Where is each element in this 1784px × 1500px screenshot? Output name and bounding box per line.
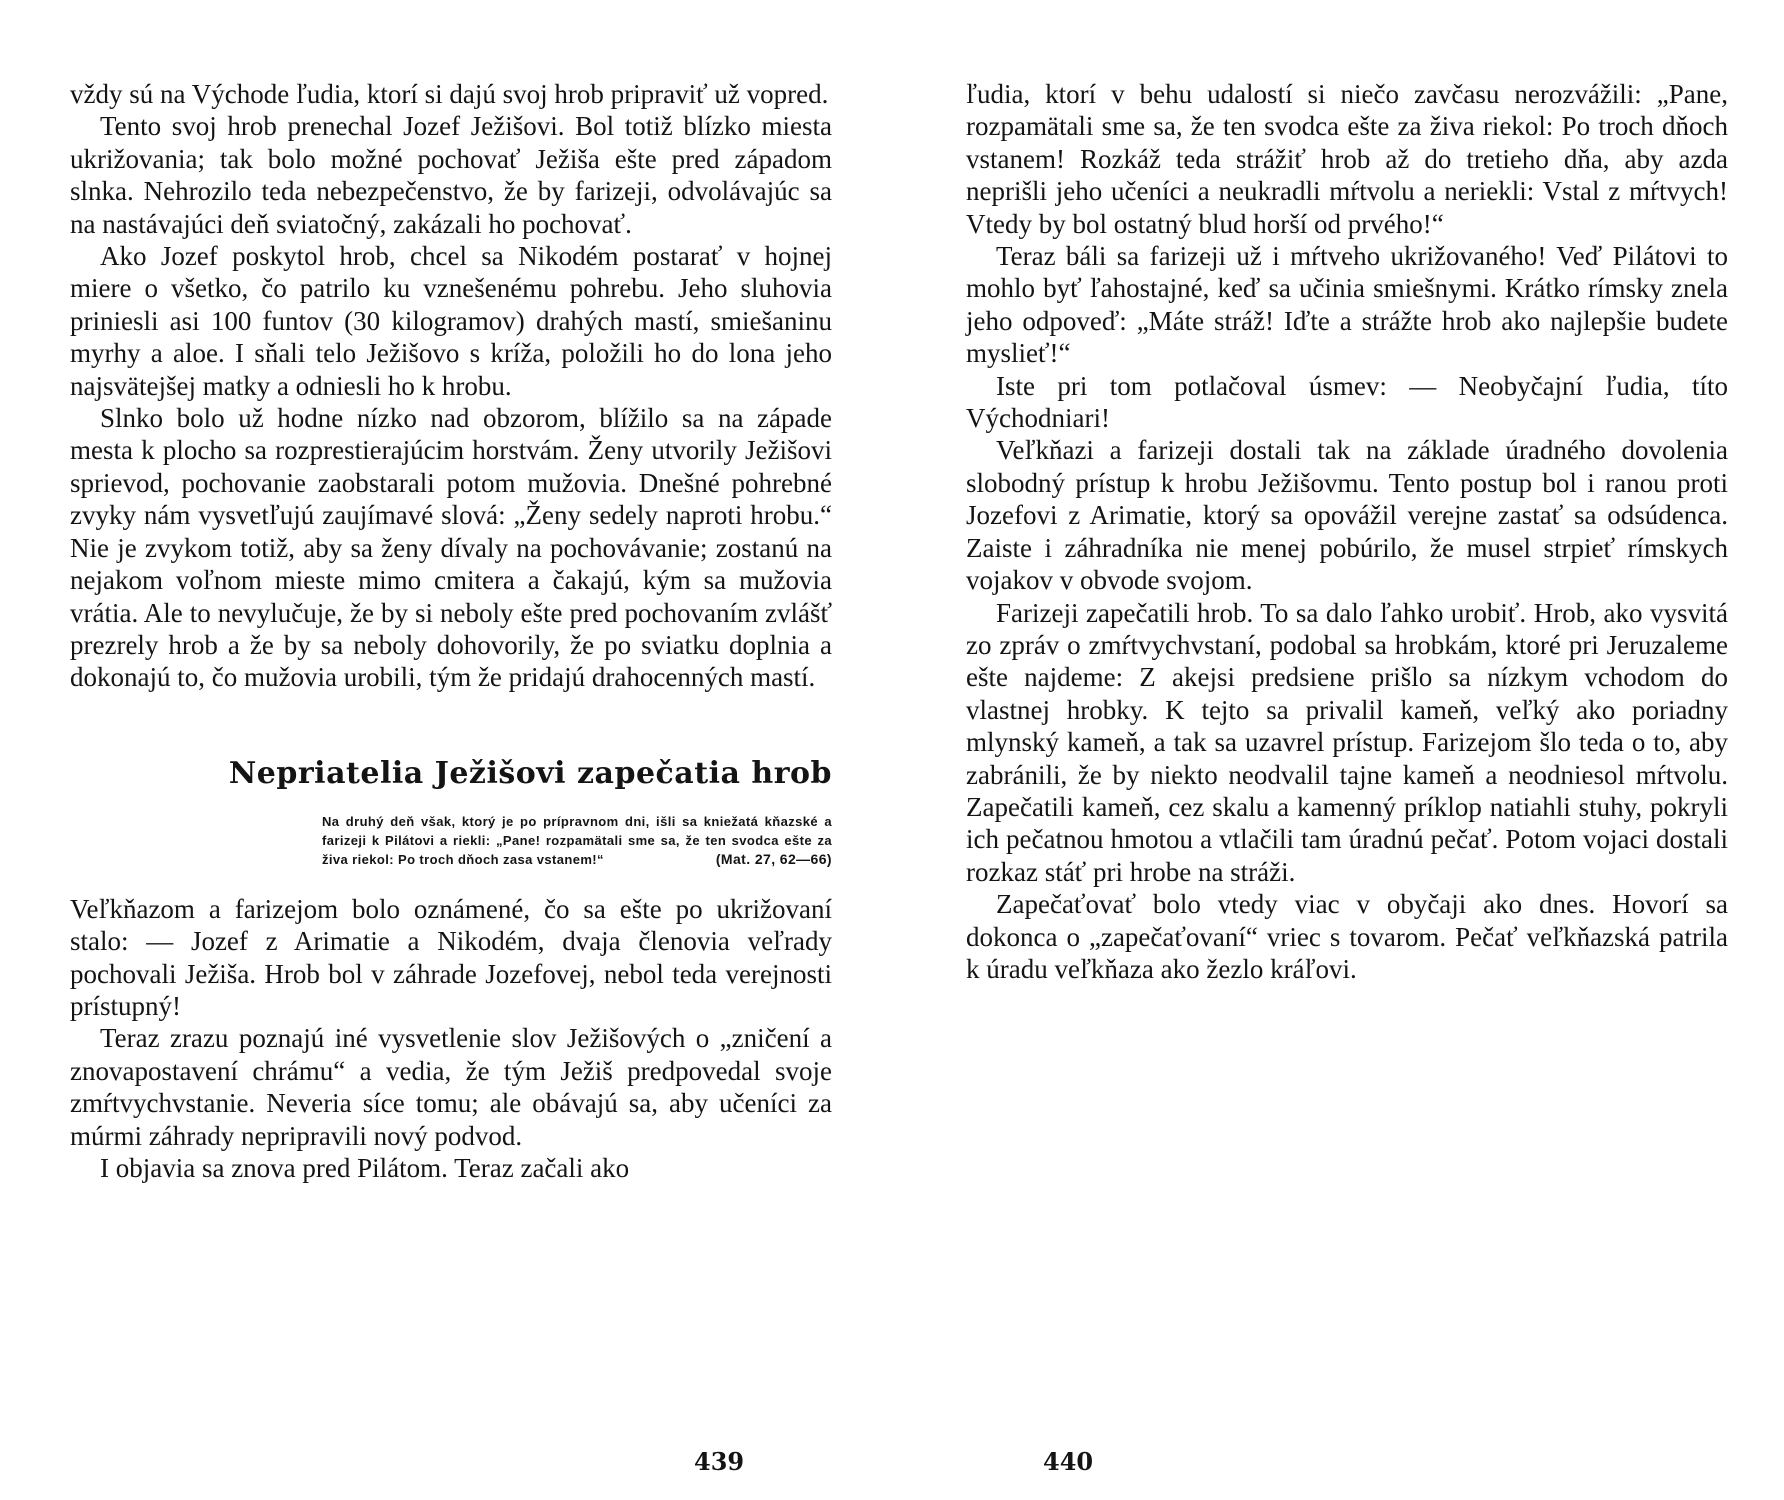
epigraph-text: Na druhý deň však, ktorý je po prípravnom dni, išli sa kniežatá kňazské a farizeji k Pilátovi a riekli: „Pane! rozpamätali sme sa, že ten svodca ešte za živa riekol: Po troch dňoch zasa vstanem!“ [322, 813, 832, 867]
epigraph-reference: (Mat. 27, 62—66) [715, 850, 832, 867]
paragraph: Teraz báli sa farizeji už i mŕtveho ukrižovaného! Veď Pilátovi to mohlo byť ľahostajné, keď sa učinia smiešnymi. Krátko rímsky znela jeho odpoveď: „Máte stráž! Iďte a strážte hrob ako najlepšie budete myslieť!“ [966, 241, 1728, 369]
page-number-left: 439 [694, 1447, 745, 1476]
paragraph: Slnko bolo už hodne nízko nad obzorom, blížilo sa na západe mesta k plocho sa rozprestierajúcim horstvám. Ženy utvorily Ježišovi sprievod, pochovanie zaobstarali potom mužovia. Dnešné pohrebné zvyky nám vysvetľujú zaujímavé slová: „Ženy sedely naproti hrobu.“ Nie je zvykom totiž, aby sa ženy dívaly na pochovávanie; zostanú na nejakom voľnom mieste mimo cmitera a čakajú, kým sa mužovia vrátia. Ale to nevylučuje, že by si neboly ešte pred pochovaním zvlášť prezrely hrob a že by sa neboly dohovorily, že po sviatku doplnia a dokonajú to, čo mužovia urobili, tým že pridajú drahocenných mastí. [70, 403, 832, 693]
paragraph: Zapečaťovať bolo vtedy viac v obyčaji ako dnes. Hovorí sa dokonca o „zapečaťovaní“ vriec s tovarom. Pečať veľkňazská patrila k úradu veľkňaza ako žezlo kráľovi. [966, 889, 1728, 984]
page-number-right: 440 [1043, 1447, 1094, 1476]
paragraph: Ako Jozef poskytol hrob, chcel sa Nikodém postarať v hojnej miere o všetko, čo patrilo ku vznešenému pohrebu. Jeho sluhovia priniesli asi 100 funtov (30 kilogramov) drahých mastí, smiešaninu myrhy a aloe. I sňali telo Ježišovo s kríža, položili ho do lona jeho najsvätejšej matky a odniesli ho k hrobu. [70, 241, 832, 401]
left-page [70, 78, 832, 1478]
paragraph: Iste pri tom potlačoval úsmev: — Neobyčajní ľudia, títo Východniari! [966, 370, 1728, 434]
epigraph [322, 812, 832, 869]
paragraph: Teraz zrazu poznajú iné vysvetlenie slov Ježišových o „zničení a znovapostavení chrámu“ a vedia, že tým Ježiš predpovedal svoje zmŕtvychvstanie. Neveria síce tomu; ale obávajú sa, aby učeníci za múrmi záhrady nepripravili nový podvod. [70, 1023, 832, 1151]
paragraph: Veľkňazom a farizejom bolo oznámené, čo sa ešte po ukrižovaní stalo: — Jozef z Arimatie a Nikodém, dvaja členovia veľrady pochovali Ježiša. Hrob bol v záhrade Jozefovej, nebol teda verejnosti prístupný! [70, 893, 832, 1021]
right-page [966, 78, 1728, 1478]
paragraph: I objavia sa znova pred Pilátom. Teraz začali ako [100, 1152, 630, 1183]
paragraph: Farizeji zapečatili hrob. To sa dalo ľahko urobiť. Hrob, ako vysvitá zo zpráv o zmŕtvychvstaní, podobal sa hrobkám, ktoré pri Jeruzaleme ešte najdeme: Z akejsi predsiene prišlo sa nízkym vchodom do vlastnej hrobky. K tejto sa privalil kameň, veľký ako poriadny mlynský kameň, a tak sa uzavrel prístup. Farizejom šlo teda o to, aby zabránili, že by niekto neodvalil tajne kameň a neodniesol mŕtvolu. Zapečatili kameň, cez skalu a kamenný príklop natiahli stuhy, pokryli ich pečatnou hmotou a vtlačili tam úradnú pečať. Potom vojaci dostali rozkaz stáť pri hrobe na stráži. [966, 597, 1728, 887]
paragraph: Tento svoj hrob prenechal Jozef Ježišovi. Bol totiž blízko miesta ukrižovania; tak bolo možné pochovať Ježiša ešte pred západom slnka. Nehrozilo teda nebezpečenstvo, že by farizeji, odvolávajúc sa na nastávajúci deň sviatočný, zakázali ho pochovať. [70, 111, 832, 239]
paragraph: Veľkňazi a farizeji dostali tak na základe úradného dovolenia slobodný prístup k hrobu Ježišovmu. Tento postup bol i ranou proti Jozefovi z Arimatie, ktorý sa opovážil verejne zastať sa odsúdenca. Zaiste i záhradníka nie menej pobúrilo, že musel strpieť rímskych vojakov v obvode svojom. [966, 435, 1728, 596]
paragraph: vždy sú na Východe ľudia, ktorí si dajú svoj hrob pripraviť už vopred. [70, 79, 829, 109]
section-heading: Nepriatelia Ježišovi zapečatia hrob [228, 755, 832, 791]
paragraph: ľudia, ktorí v behu udalostí si niečo zavčasu nerozvážili: „Pane, rozpamätali sme sa, že ten svodca ešte za živa riekol: Po troch dňoch vstanem! Rozkáž teda strážiť hrob až do tretieho dňa, aby azda neprišli jeho učeníci a neukradli mŕtvolu a neriekli: Vstal z mŕtvych! Vtedy by bol ostatný blud horší od prvého!“ [966, 79, 1728, 239]
